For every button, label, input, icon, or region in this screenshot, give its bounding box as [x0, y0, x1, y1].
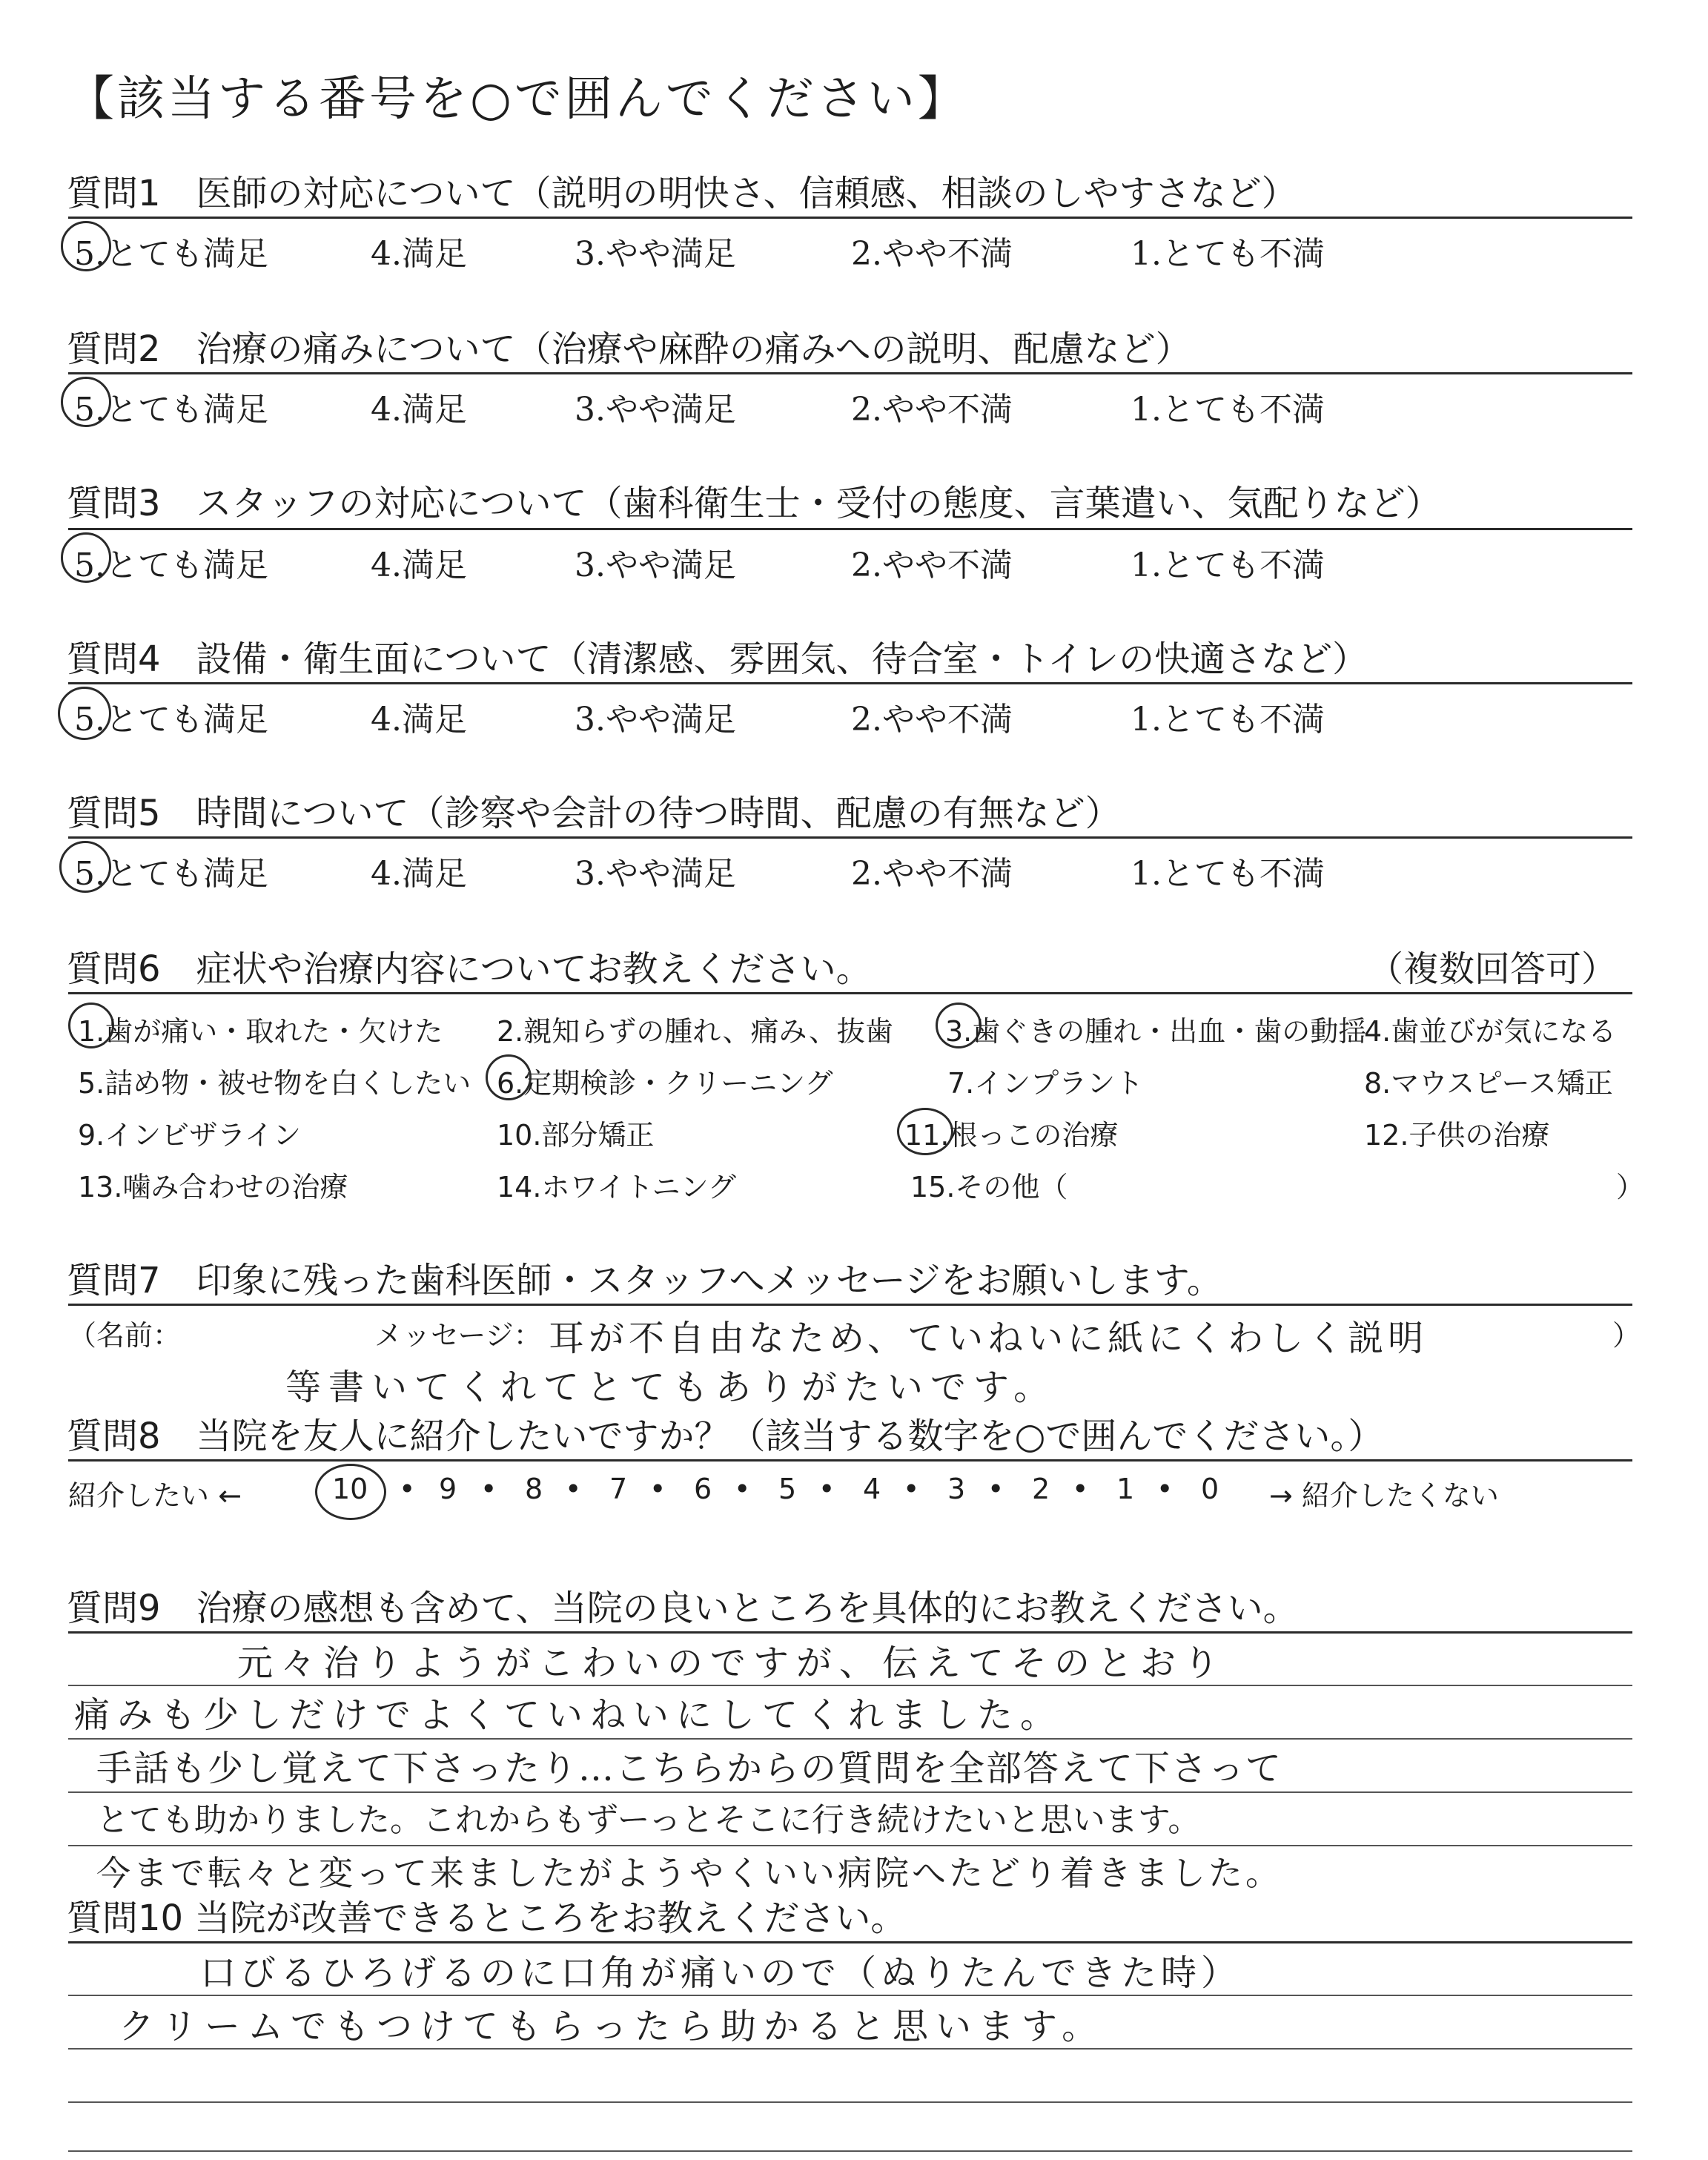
option-2[interactable]: 2.やや不満 — [851, 391, 1013, 429]
scale-dot: • — [649, 1473, 666, 1505]
symptom-item-6[interactable]: 6.定期検診・クリーニング — [497, 1067, 833, 1100]
option-1[interactable]: 1.とても不満 — [1131, 391, 1325, 429]
symptom-item-4[interactable]: 4.歯並びが気になる — [1364, 1015, 1617, 1048]
option-4[interactable]: 4.満足 — [371, 546, 467, 584]
scale-4[interactable]: 4 — [863, 1473, 881, 1505]
recommend-right-label: → 紹介したくない — [1269, 1479, 1499, 1512]
scale-8[interactable]: 8 — [525, 1473, 543, 1505]
scale-3[interactable]: 3 — [947, 1473, 966, 1505]
option-1[interactable]: 1.とても不満 — [1131, 701, 1325, 739]
symptom-item-7[interactable]: 7.インプラント — [947, 1067, 1144, 1100]
symptom-item-5[interactable]: 5.詰め物・被せ物を白くしたい — [78, 1067, 471, 1100]
comment-line-5: 今まで転々と変って来ましたがようやくいい病院へたどり着きました。 — [96, 1853, 1282, 1893]
question-5-title: 質問5 時間について（診察や会計の待つ時間、配慮の有無など） — [67, 793, 1121, 834]
option-3[interactable]: 3.やや満足 — [575, 235, 736, 273]
option-5[interactable]: 5.とても満足 — [74, 235, 268, 273]
improvement-line-2: クリームでもつけてもらったら助かると思います。 — [119, 2006, 1105, 2047]
other-close-paren: ） — [1616, 1171, 1645, 1203]
divider — [68, 372, 1632, 374]
symptom-item-9[interactable]: 9.インビザライン — [78, 1119, 302, 1152]
option-5[interactable]: 5.とても満足 — [74, 855, 268, 893]
divider — [68, 1941, 1632, 1943]
option-2[interactable]: 2.やや不満 — [851, 855, 1013, 893]
option-2[interactable]: 2.やや不満 — [851, 235, 1013, 273]
scale-0[interactable]: 0 — [1201, 1473, 1219, 1505]
option-4[interactable]: 4.満足 — [371, 855, 467, 893]
question-10-title: 質問10 当院が改善できるところをお教えください。 — [67, 1898, 907, 1939]
scale-dot: • — [734, 1473, 751, 1505]
symptom-item-13[interactable]: 13.噛み合わせの治療 — [78, 1171, 348, 1203]
scale-5[interactable]: 5 — [778, 1473, 797, 1505]
question-7-title: 質問7 印象に残った歯科医師・スタッフへメッセージをお願いします。 — [67, 1260, 1222, 1301]
recommend-left-label: 紹介したい ← — [68, 1479, 242, 1512]
divider — [68, 836, 1632, 839]
scale-6[interactable]: 6 — [694, 1473, 712, 1505]
symptom-item-15[interactable]: 15.その他（ — [910, 1171, 1068, 1203]
symptom-item-12[interactable]: 12.子供の治療 — [1364, 1119, 1550, 1152]
question-2-title: 質問2 治療の痛みについて（治療や麻酔の痛みへの説明、配慮など） — [67, 328, 1191, 370]
divider — [68, 1304, 1632, 1306]
divider — [68, 217, 1632, 219]
scale-dot: • — [1072, 1473, 1089, 1505]
question-6-title: 質問6 症状や治療内容についてお教えください。 — [67, 948, 872, 990]
option-4[interactable]: 4.満足 — [371, 235, 467, 273]
scale-dot: • — [987, 1473, 1004, 1505]
option-1[interactable]: 1.とても不満 — [1131, 235, 1325, 273]
divider — [68, 528, 1632, 530]
scale-dot: • — [1156, 1473, 1174, 1505]
scale-9[interactable]: 9 — [439, 1473, 457, 1505]
option-4[interactable]: 4.満足 — [371, 701, 467, 739]
question-1-title: 質問1 医師の対応について（説明の明快さ、信頼感、相談のしやすさなど） — [67, 173, 1297, 214]
option-2[interactable]: 2.やや不満 — [851, 546, 1013, 584]
page-title: 【該当する番号を○で囲んでください】 — [67, 72, 968, 127]
divider — [68, 1459, 1632, 1462]
divider — [68, 992, 1632, 994]
writing-line — [68, 2101, 1632, 2103]
scale-dot: • — [818, 1473, 835, 1505]
message-line-2: 等書いてくれてとてもありがたいです。 — [285, 1367, 1057, 1408]
symptom-item-14[interactable]: 14.ホワイトニング — [497, 1171, 737, 1203]
scale-dot: • — [565, 1473, 582, 1505]
comment-line-2: 痛みも少しだけでよくていねいにしてくれました。 — [74, 1694, 1064, 1736]
option-3[interactable]: 3.やや満足 — [575, 546, 736, 584]
question-4-title: 質問4 設備・衛生面について（清潔感、雰囲気、待合室・トイレの快適さなど） — [67, 638, 1368, 680]
option-4[interactable]: 4.満足 — [371, 391, 467, 429]
improvement-line-1: 口びるひろげるのに口角が痛いので（ぬりたんできた時） — [200, 1952, 1242, 1994]
symptom-item-3[interactable]: 3.歯ぐきの腫れ・出血・歯の動揺 — [945, 1015, 1367, 1048]
symptom-item-11[interactable]: 11.根っこの治療 — [904, 1119, 1119, 1152]
scale-dot: • — [399, 1473, 416, 1505]
scale-7[interactable]: 7 — [609, 1473, 628, 1505]
message-close-paren: ） — [1612, 1319, 1641, 1352]
scale-1[interactable]: 1 — [1116, 1473, 1135, 1505]
symptom-item-2[interactable]: 2.親知らずの腫れ、痛み、抜歯 — [497, 1015, 893, 1048]
writing-line — [68, 2048, 1632, 2050]
multiple-answer-note: （複数回答可） — [1368, 948, 1618, 990]
option-5[interactable]: 5.とても満足 — [74, 391, 268, 429]
writing-line — [68, 1995, 1632, 1996]
option-3[interactable]: 3.やや満足 — [575, 855, 736, 893]
symptom-item-1[interactable]: 1.歯が痛い・取れた・欠けた — [78, 1015, 443, 1048]
option-1[interactable]: 1.とても不満 — [1131, 546, 1325, 584]
option-5[interactable]: 5.とても満足 — [74, 701, 268, 739]
option-3[interactable]: 3.やや満足 — [575, 701, 736, 739]
name-label: （名前： — [68, 1319, 182, 1352]
question-3-title: 質問3 スタッフの対応について（歯科衛生士・受付の態度、言葉遣い、気配りなど） — [67, 483, 1441, 524]
comment-line-4: とても助かりました。これからもずーっとそこに行き続けたいと思います。 — [96, 1801, 1201, 1839]
comment-line-3: 手話も少し覚えて下さったり…こちらからの質問を全部答えて下さって — [96, 1748, 1283, 1789]
question-8-title: 質問8 当院を友人に紹介したいですか？（該当する数字を○で囲んでください。） — [67, 1416, 1384, 1457]
divider — [68, 682, 1632, 684]
option-3[interactable]: 3.やや満足 — [575, 391, 736, 429]
symptom-item-10[interactable]: 10.部分矯正 — [497, 1119, 655, 1152]
scale-dot: • — [903, 1473, 920, 1505]
divider — [68, 1631, 1632, 1634]
option-2[interactable]: 2.やや不満 — [851, 701, 1013, 739]
option-1[interactable]: 1.とても不満 — [1131, 855, 1325, 893]
writing-line — [68, 2150, 1632, 2152]
option-5[interactable]: 5.とても満足 — [74, 546, 268, 584]
scale-2[interactable]: 2 — [1032, 1473, 1050, 1505]
comment-line-1: 元々治りようがこわいのですが、伝えてそのとおり — [237, 1642, 1227, 1684]
question-9-title: 質問9 治療の感想も含めて、当院の良いところを具体的にお教えください。 — [67, 1588, 1299, 1629]
message-line-1: 耳が不自由なため、ていねいに紙にくわしく説明 — [549, 1318, 1429, 1359]
scale-dot: • — [480, 1473, 497, 1505]
scale-10[interactable]: 10 — [332, 1473, 368, 1505]
symptom-item-8[interactable]: 8.マウスピース矯正 — [1364, 1067, 1613, 1100]
message-label: メッセージ： — [374, 1319, 542, 1352]
